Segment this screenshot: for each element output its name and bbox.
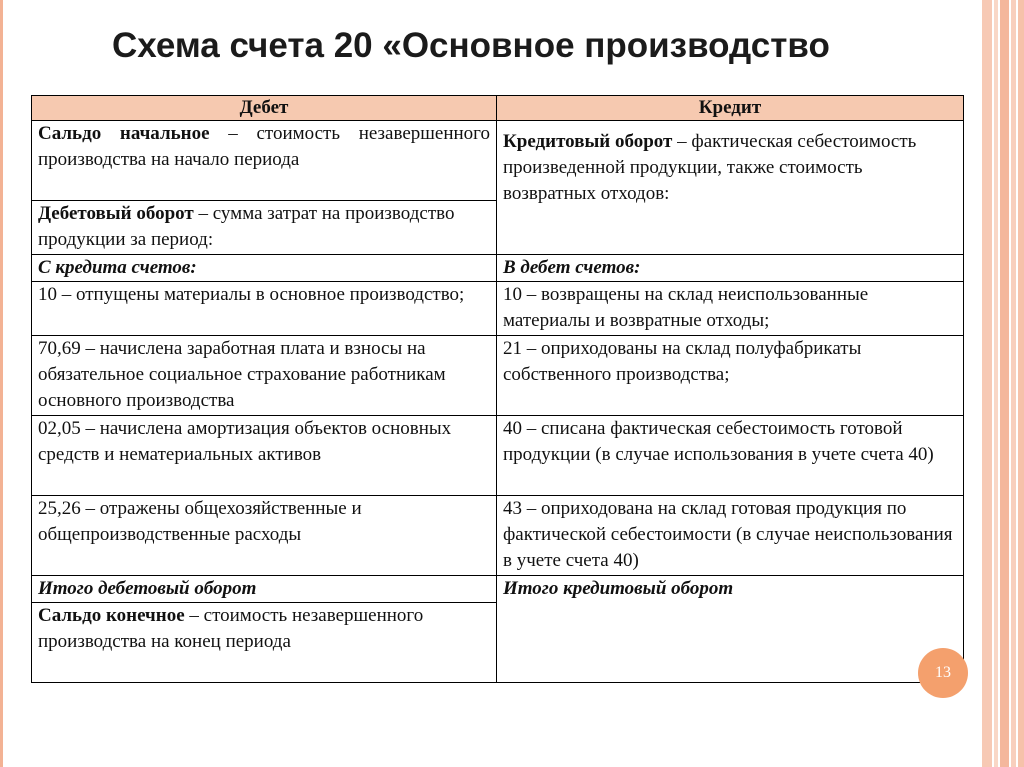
debit-header: Дебет — [32, 96, 497, 121]
credit-entry: 40 – списана фактическая себестоимость готовой продукции (в случае использования в учете счета 40) — [497, 416, 964, 496]
credit-entry: 10 – возвращены на склад неиспользованные материалы и возвратные отходы; — [497, 282, 964, 336]
table-header-row — [32, 96, 964, 121]
table-row — [32, 336, 964, 416]
total-credit-turnover: Итого кредитовый оборот — [497, 576, 964, 683]
debit-turnover-label: Дебетовый оборот — [38, 203, 194, 224]
right-stripe-decoration — [1011, 0, 1016, 767]
to-debit-heading: В дебет счетов: — [497, 255, 964, 282]
account-scheme-table — [31, 95, 964, 683]
closing-balance-label: Сальдо конечное — [38, 605, 185, 626]
left-edge-decoration — [0, 0, 3, 767]
debit-entry: 70,69 – начислена заработная плата и взносы на обязательное социальное страхование работникам основного производства — [32, 336, 497, 416]
credit-entry: 43 – оприходована на склад готовая продукция по фактической себестоимости (в случае неиспользования в учете счета 40) — [497, 496, 964, 576]
right-stripe-decoration — [1018, 0, 1024, 767]
credit-turnover-cell — [497, 121, 964, 255]
right-stripe-decoration — [982, 0, 992, 767]
table-row — [32, 282, 964, 336]
closing-balance-text: – стоимость незавершенного производства на конец периода — [38, 605, 424, 652]
debit-entry: 10 – отпущены материалы в основное производство; — [32, 282, 497, 336]
credit-turnover-label: Кредитовый оборот — [503, 131, 673, 152]
credit-entry: 21 – оприходованы на склад полуфабрикаты собственного производства; — [497, 336, 964, 416]
total-debit-turnover: Итого дебетовый оборот — [32, 576, 497, 603]
debit-entry: 25,26 – отражены общехозяйственные и общепроизводственные расходы — [32, 496, 497, 576]
correspondence-heading-row — [32, 255, 964, 282]
opening-balance-label: Сальдо начальное — [38, 123, 210, 144]
opening-balance-cell — [32, 121, 497, 201]
debit-turnover-cell — [32, 201, 497, 255]
page-number-badge: 13 — [918, 648, 968, 698]
debit-entry: 02,05 – начислена амортизация объектов основных средств и нематериальных активов — [32, 416, 497, 496]
debit-turnover-text: – сумма затрат на производство продукции за период: — [38, 203, 455, 250]
totals-row — [32, 576, 964, 603]
right-stripe-decoration — [1000, 0, 1009, 767]
opening-balance-text: – стоимость незавершенного производства на начало периода — [38, 123, 490, 170]
opening-balance-row — [32, 121, 964, 201]
right-stripe-decoration — [994, 0, 998, 767]
closing-balance-cell — [32, 603, 497, 683]
table-row — [32, 416, 964, 496]
table-row — [32, 496, 964, 576]
from-credit-heading: С кредита счетов: — [32, 255, 497, 282]
credit-header: Кредит — [497, 96, 964, 121]
credit-turnover-text: – фактическая себестоимость произведенной продукции, также стоимость возвратных отходов: — [503, 131, 917, 204]
slide-title: Схема счета 20 «Основное производство — [112, 26, 830, 65]
